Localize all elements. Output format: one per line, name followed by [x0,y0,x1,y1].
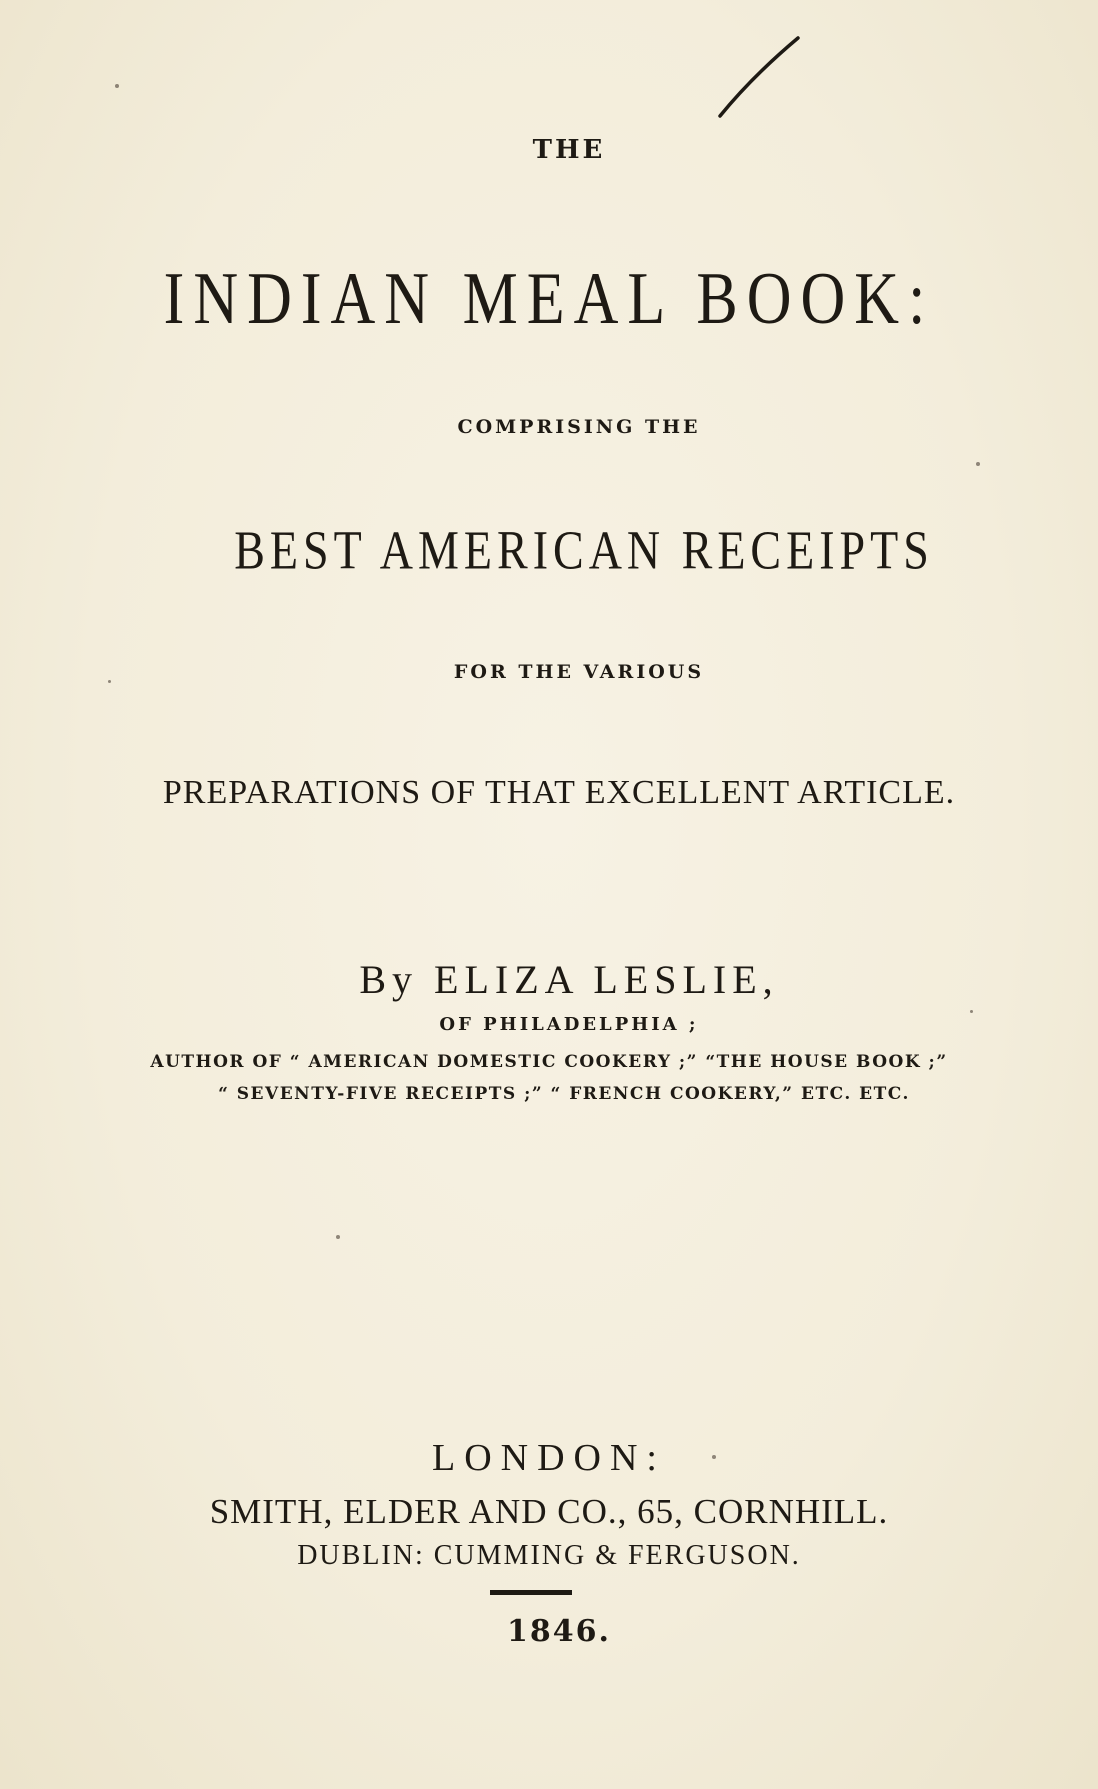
subtitle-end: PREPARATIONS OF THAT EXCELLENT ARTICLE. [162,774,956,811]
author-works-line-2: “ SEVENTY-FIVE RECEIPTS ;” “ FRENCH COOKERY,” ETC. ETC. [218,1084,910,1104]
subtitle-intro: COMPRISING THE [457,416,701,438]
imprint-year: 1846. [507,1614,611,1649]
subtitle-main: BEST AMERICAN RECEIPTS [234,519,934,581]
imprint-dublin: DUBLIN: CUMMING & FERGUSON. [297,1540,801,1571]
paper-speck [115,84,119,88]
author-works-line-1: AUTHOR OF “ AMERICAN DOMESTIC COOKERY ;” “THE HOUSE BOOK ;” [150,1052,948,1072]
imprint-publisher: SMITH, ELDER AND CO., 65, CORNHILL. [209,1492,889,1531]
book-title: INDIAN MEAL BOOK: [163,258,935,340]
subtitle-connector: FOR THE VARIOUS [453,661,705,683]
handwritten-slash-mark [712,34,802,124]
imprint-city: LONDON: [432,1437,666,1479]
paper-speck [336,1235,340,1239]
paper-speck [970,1010,973,1013]
author-line: By ELIZA LESLIE, [359,957,779,1002]
title-article: THE [532,135,606,165]
author-origin: OF PHILADELPHIA ; [439,1014,699,1035]
paper-speck [976,462,980,466]
imprint-divider [490,1590,572,1595]
